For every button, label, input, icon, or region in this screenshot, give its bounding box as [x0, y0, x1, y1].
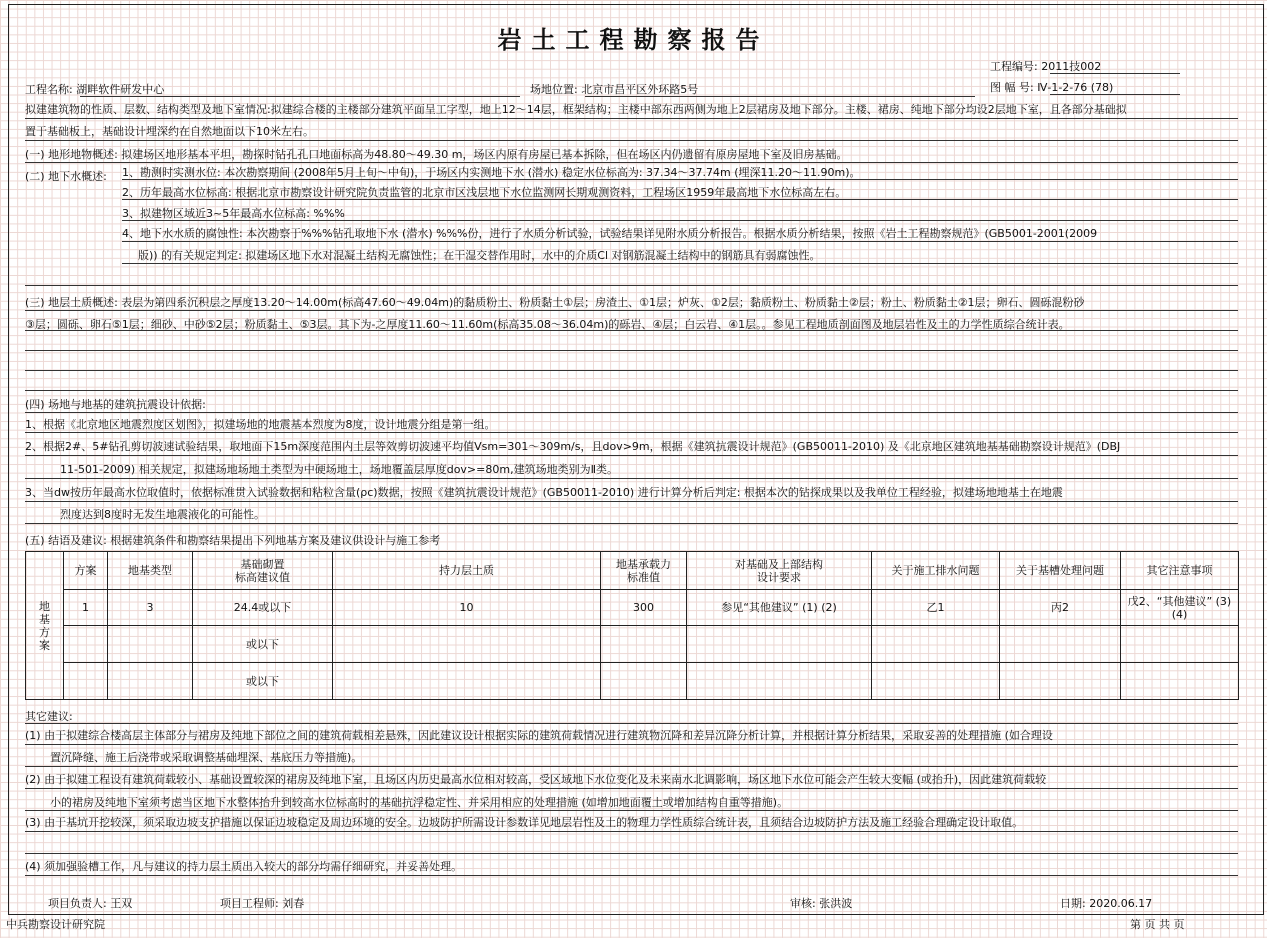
seismic-line: 11-501-2009) 相关规定，拟建场地场地土类型为中硬场地土，场地覆盖层厚度dov>=80m,建筑场地类别为Ⅱ类。 — [60, 463, 618, 476]
table-cell: 戊2、“其他建议” (3) (4) — [1121, 590, 1239, 626]
seismic-heading: (四) 场地与地基的建筑抗震设计依据: — [25, 398, 206, 411]
suggestion-line: (4) 须加强验槽工作，凡与建议的持力层土质出入较大的部分均需仔细研究，并妥善处理。 — [25, 860, 463, 873]
seismic-line: 2、根据2#、5#钻孔剪切波速试验结果，取地面下15m深度范围内土层等效剪切波速平均值Vsm=301～309m/s，且dov>9m，根据《建筑抗震设计规范》(GB50011-2010) 及《北京地区建筑地基基础勘察设计规范》(DBJ — [25, 440, 1121, 453]
table-cell: 3 — [108, 590, 193, 626]
rule-line — [25, 788, 1238, 789]
rule-line — [25, 523, 1238, 524]
table-header: 地基类型 — [108, 552, 193, 590]
table-cell: 参见“其他建议” (1) (2) — [687, 590, 872, 626]
table-cell: 丙2 — [1000, 590, 1121, 626]
table-cell: 24.4或以下 — [193, 590, 333, 626]
groundwater-item: 3、拟建物区域近3~5年最高水位标高: %%% — [122, 207, 345, 220]
rule-line — [25, 285, 1238, 286]
site-location: 场地位置: 北京市昌平区外环路5号 — [530, 83, 699, 96]
rule-line — [122, 220, 1238, 221]
project-leader: 项目负责人: 王双 — [48, 897, 133, 910]
rule-line — [25, 831, 1238, 832]
table-cell — [1121, 663, 1239, 700]
table-cell — [601, 626, 687, 663]
rule-line — [25, 501, 1238, 502]
table-header: 关于基槽处理问题 — [1000, 552, 1121, 590]
rule-line — [25, 723, 1238, 724]
table-header: 对基础及上部结构 设计要求 — [687, 552, 872, 590]
rule-line — [25, 140, 1238, 141]
rule-line — [25, 432, 1238, 433]
seismic-line: 烈度达到8度时无发生地震液化的可能性。 — [60, 508, 265, 521]
conclusion-heading: (五) 结语及建议: 根据建筑条件和勘察结果提出下列地基方案及建议供设计与施工参考 — [25, 534, 441, 547]
groundwater-item: 2、历年最高水位标高: 根据北京市勘察设计研究院负责监管的北京市区浅层地下水位监测网长期观测资料，工程场区1959年最高地下水位标高左右。 — [122, 186, 847, 199]
rule-line — [25, 330, 1238, 331]
project-name: 工程名称: 湖畔软件研发中心 — [25, 83, 165, 96]
page-indicator: 第 页 共 页 — [1130, 918, 1185, 931]
groundwater-item: 4、地下水水质的腐蚀性: 本次勘察于%%%钻孔取地下水 (潜水) %%%份，进行了水质分析试验，试验结果详见附水质分析报告。根据水质分析结果，按照《岩土工程勘察规范》(GB5001-2001(2009 — [122, 227, 1098, 240]
building-description — [25, 99, 1127, 143]
suggestion-line: (2) 由于拟建工程设有建筑荷载较小、基础设置较深的裙房及纯地下室，且场区内历史最高水位相对较高，受区域地下水位变化及未来南水北调影响，场区地下水位可能会产生较大变幅 (或抬升)，因此建筑荷载较 — [25, 773, 1047, 786]
side-char: 地 — [39, 599, 50, 613]
table-header: 关于施工排水问题 — [872, 552, 1000, 590]
rule-line — [25, 853, 1238, 854]
report-title: 岩土工程勘察报告 — [497, 25, 770, 54]
table-cell: 300 — [601, 590, 687, 626]
rule-line — [25, 162, 1238, 163]
table-cell — [687, 626, 872, 663]
suggestion-line: (1) 由于拟建综合楼高层主体部分与裙房及纯地下部位之间的建筑荷载相差悬殊，因此建议设计根据实际的建筑荷载情况进行建筑物沉降和差异沉降分析计算，并根据计算分析结果，采取妥善的处理措施 (如合理设 — [25, 729, 1053, 742]
suggestion-line: 置沉降缝、施工后浇带或采取调整基础埋深、基底压力等措施)。 — [50, 751, 363, 764]
table-cell — [1000, 626, 1121, 663]
rule-line — [25, 875, 1238, 876]
rule-line — [122, 179, 1238, 180]
foundation-plan-table — [25, 551, 1239, 700]
groundwater-item: 1、勘测时实测水位: 本次勘察期间 (2008年5月上旬～中旬)，于场区内实测地下水 (潜水) 稳定水位标高为: 37.34～37.74m (埋深11.20～11.90m)。 — [122, 166, 861, 179]
table-cell: 或以下 — [193, 626, 333, 663]
rule-line — [25, 370, 1238, 371]
rule-line — [25, 744, 1238, 745]
table-cell: 乙1 — [872, 590, 1000, 626]
suggestion-line: 小的裙房及纯地下室须考虑当区地下水整体抬升到较高水位标高时的基础抗浮稳定性、并采用相应的处理措施 (如增加地面覆土或增加结构自重等措施)。 — [50, 796, 789, 809]
table-cell: 或以下 — [193, 663, 333, 700]
table-header: 持力层土质 — [333, 552, 601, 590]
table-header: 地基承载力 标准值 — [601, 552, 687, 590]
rule-line — [25, 118, 1238, 119]
table-cell — [872, 663, 1000, 700]
table-cell — [1121, 626, 1239, 663]
table-cell — [333, 663, 601, 700]
table-cell: 1 — [64, 590, 108, 626]
rule-line — [122, 263, 1238, 264]
table-cell — [872, 626, 1000, 663]
plan-side-label — [26, 552, 64, 700]
terrain-overview: (一) 地形地物概述: 拟建场区地形基本平坦，勘探时钻孔孔口地面标高为48.80～49.30 m，场区内原有房屋已基本拆除，但在场区内仍遗留有原房屋地下室及旧房基础。 — [25, 148, 848, 161]
rule-line — [25, 412, 1238, 413]
organization-name: 中兵勘察设计研究院 — [6, 918, 105, 931]
underline — [1050, 73, 1180, 74]
rule-line — [122, 199, 1238, 200]
table-cell — [108, 626, 193, 663]
seismic-line: 1、根据《北京地区地震烈度区划图》，拟建场地的地震基本烈度为8度，设计地震分组是第一组。 — [25, 418, 496, 431]
reviewer: 审核: 张洪波 — [790, 897, 853, 910]
table-header: 基础砌置 标高建议值 — [193, 552, 333, 590]
table-cell — [333, 626, 601, 663]
rule-line — [25, 350, 1238, 351]
groundwater-item: 版)) 的有关规定判定: 拟建场区地下水对混凝土结构无腐蚀性；在干湿交替作用时，水中的介质Cl 对钢筋混凝土结构中的钢筋具有弱腐蚀性。 — [138, 249, 821, 262]
side-char: 案 — [39, 638, 50, 652]
project-number: 工程编号: 2011技002 — [990, 60, 1102, 73]
building-line: 置于基础板上，基础设计埋深约在自然地面以下10米左右。 — [25, 125, 314, 138]
table-cell — [1000, 663, 1121, 700]
soil-line: (三) 地层土质概述: 表层为第四系沉积层之厚度13.20～14.00m(标高47.60～49.04m)的黏质粉土、粉质黏土①层；房渣土、①1层；炉灰、①2层；黏质粉土、粉质黏土②层；粉土、粉质黏土②1层；卵石、圆砾混粉砂 — [25, 296, 1085, 309]
table-cell — [601, 663, 687, 700]
table-header: 其它注意事项 — [1121, 552, 1239, 590]
soil-line: ③层；圆砾、卵石⑤1层；细砂、中砂⑤2层；粉质黏土、⑤3层。其下为-之厚度11.60～11.60m(标高35.08～36.04m)的砾岩、④层；白云岩、④1层。。参见工程地质剖面图及地层岩性及土的力学性质综合统计表。 — [25, 318, 1070, 331]
rule-line — [25, 455, 1238, 456]
table-cell — [108, 663, 193, 700]
table-cell: 10 — [333, 590, 601, 626]
table-cell — [687, 663, 872, 700]
table-header: 方案 — [64, 552, 108, 590]
side-char: 方 — [39, 625, 50, 639]
table-cell — [64, 663, 108, 700]
rule-line — [25, 478, 1238, 479]
underline — [1050, 94, 1180, 95]
underline — [80, 96, 520, 97]
table-cell — [64, 626, 108, 663]
project-engineer: 项目工程师: 刘春 — [220, 897, 305, 910]
seismic-line: 3、当dw按历年最高水位取值时，依据标准贯入试验数据和粘粒含量(ρc)数据，按照《建筑抗震设计规范》(GB50011-2010) 进行计算分析后判定: 根据本次的钻探成果以及我单位工程经验，拟建场地地基土在地震 — [25, 486, 1063, 499]
other-heading: 其它建议: — [25, 710, 73, 723]
rule-line — [25, 810, 1238, 811]
groundwater-label: (二) 地下水概述: — [25, 170, 107, 183]
suggestion-line: (3) 由于基坑开挖较深，须采取边坡支护措施以保证边坡稳定及周边环境的安全。边坡防护所需设计参数详见地层岩性及土的物理力学性质综合统计表，且须结合边坡防护方法及施工经验合理确定设计取值。 — [25, 816, 1024, 829]
report-date: 日期: 2020.06.17 — [1060, 897, 1153, 910]
rule-line — [25, 766, 1238, 767]
rule-line — [122, 241, 1238, 242]
building-line: 拟建建筑物的性质、层数、结构类型及地下室情况:拟建综合楼的主楼部分建筑平面呈工字型，地上12～14层，框架结构；主楼中部东西两侧为地上2层裙房及地下部分。主楼、裙房、纯地下部分均设2层地下室，且各部分基础拟 — [25, 103, 1127, 116]
rule-line — [25, 390, 1238, 391]
drawing-number: 图 幅 号: Ⅳ-1-2-76 (78) — [990, 81, 1114, 94]
underline — [585, 96, 975, 97]
rule-line — [25, 310, 1238, 311]
side-char: 基 — [39, 612, 50, 626]
